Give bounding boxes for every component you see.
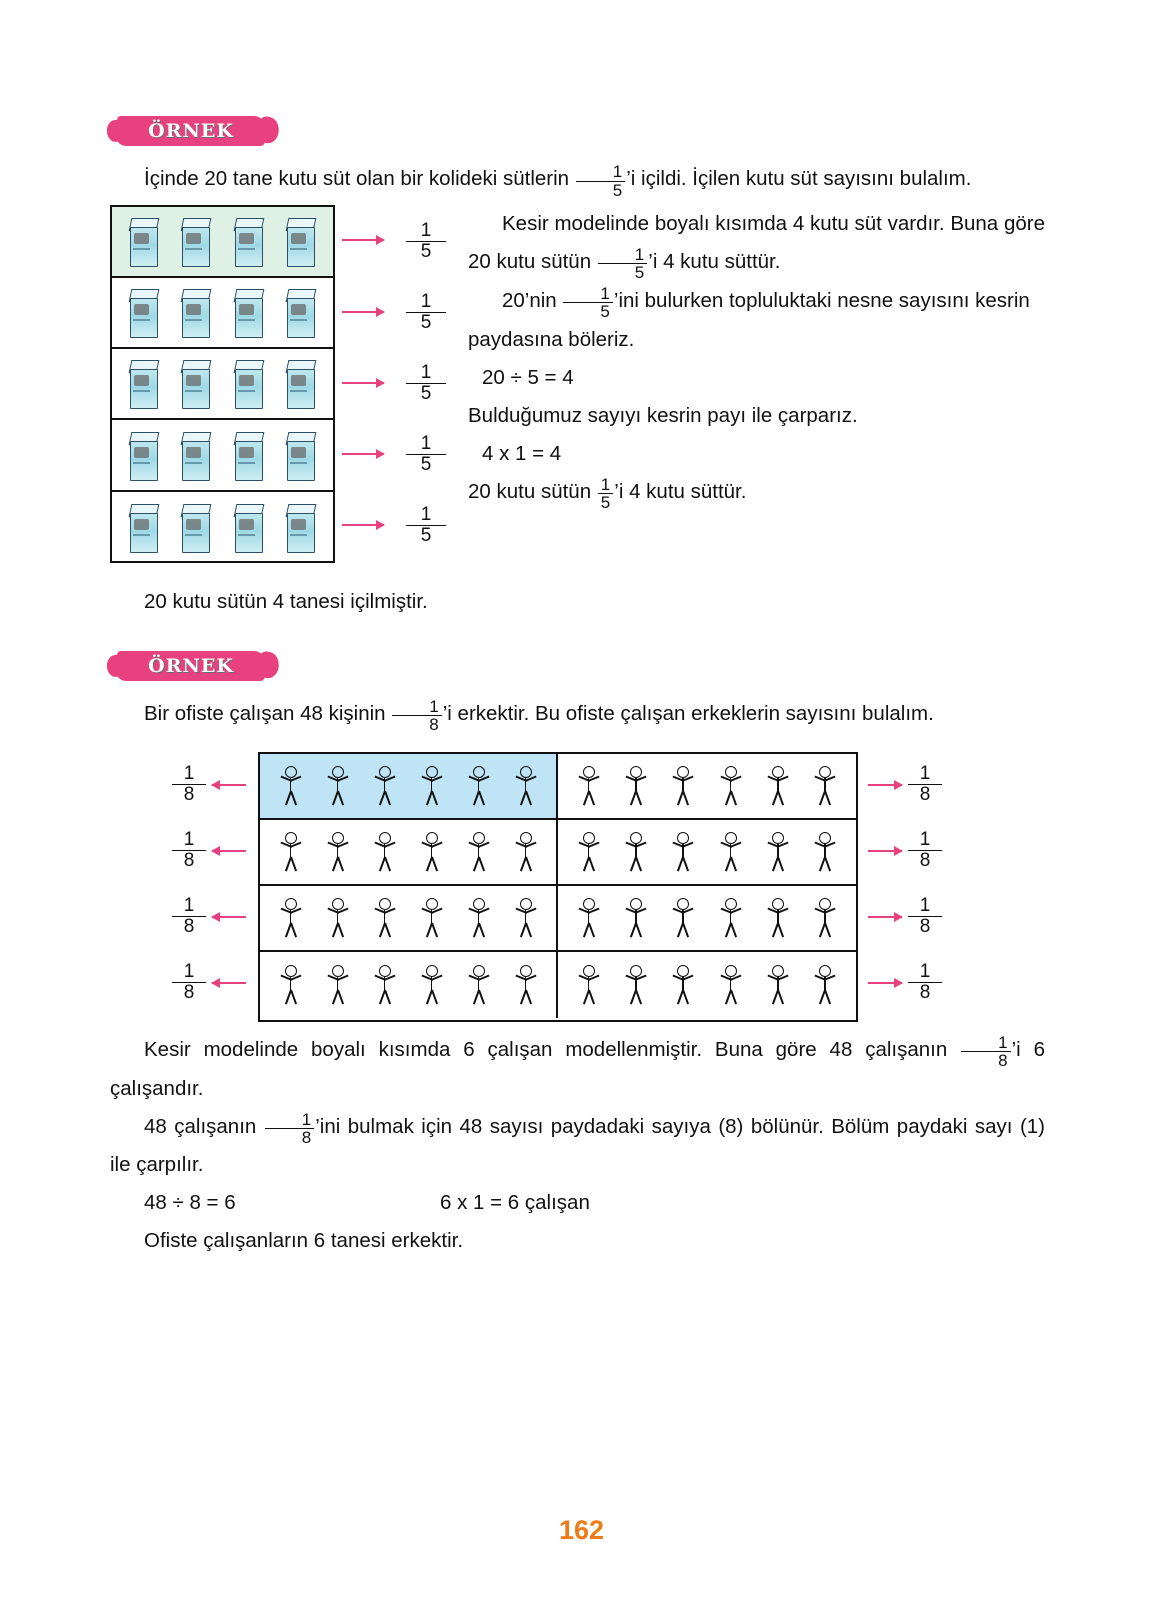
arrow-left-icon [212, 916, 246, 918]
example2-text-2 [110, 1108, 1045, 1185]
milk-carton-icon [127, 218, 161, 265]
person-icon [670, 965, 696, 1005]
people-row [260, 754, 856, 820]
fraction-denominator: 8 [392, 715, 441, 733]
person-icon [372, 898, 398, 938]
people-row [260, 952, 856, 1018]
fraction-numerator: 1 [600, 283, 610, 303]
milk-row [112, 492, 333, 563]
fraction-numerator: 1 [183, 762, 195, 784]
arrow-right-icon [342, 453, 384, 455]
example1-intro-text-a: İçinde 20 tane kutu süt olan bir kolideki sütlerin [144, 167, 570, 190]
fraction-numerator: 1 [919, 828, 931, 850]
person-icon [765, 898, 791, 938]
person-icon [718, 832, 744, 872]
person-icon [718, 965, 744, 1005]
example1-para2-a: 20’nin [502, 288, 557, 312]
milk-row-arrows [342, 205, 400, 563]
person-icon [513, 965, 539, 1005]
example2-text-1 [110, 1031, 1045, 1108]
example2-text1-a: Kesir modelinde boyalı kısımda 6 çalışan modellenmiştir. Buna göre 48 çalışanın [144, 1037, 948, 1061]
fraction-denominator: 5 [598, 493, 613, 511]
example2-text1-b: ’i 6 çalışandır. [110, 1037, 1045, 1100]
fraction-denominator: 5 [406, 241, 446, 262]
example1-intro-text-b: ’i içildi. İçilen kutu süt sayısını bulalım. [626, 167, 972, 190]
example1-para-4 [468, 473, 1045, 512]
example1-para-1 [468, 205, 1045, 282]
person-icon [623, 898, 649, 938]
person-icon [466, 965, 492, 1005]
fraction-numerator: 1 [420, 432, 432, 454]
milk-carton-icon [179, 289, 213, 336]
milk-carton-icon [284, 504, 318, 551]
milk-carton-icon [179, 504, 213, 551]
person-icon [278, 898, 304, 938]
person-icon [372, 766, 398, 806]
person-icon [576, 898, 602, 938]
example1-calc-1: 20 ÷ 5 = 4 [482, 365, 574, 389]
fraction-denominator: 8 [908, 916, 942, 937]
fraction-one-fifth [598, 476, 613, 512]
milk-carton-icon [232, 432, 266, 479]
fraction-numerator: 1 [420, 219, 432, 241]
fraction-numerator: 1 [183, 960, 195, 982]
fraction-one-eighth [265, 1111, 314, 1147]
arrow-row [342, 490, 400, 561]
calc-right: 6 x 1 = 6 çalışan [440, 1191, 590, 1215]
fraction-numerator: 1 [634, 245, 645, 265]
milk-model-grid [110, 205, 335, 563]
person-icon [513, 832, 539, 872]
fraction-numerator: 1 [420, 290, 432, 312]
fraction-denominator: 8 [172, 982, 206, 1003]
fraction-denominator: 8 [172, 850, 206, 871]
fraction-denominator: 5 [406, 525, 446, 546]
person-icon [466, 766, 492, 806]
row-fraction-label [406, 434, 446, 475]
fraction-denominator: 8 [908, 982, 942, 1003]
calc-left: 48 ÷ 8 = 6 [144, 1191, 236, 1215]
ornek-banner-1 [116, 110, 266, 152]
milk-carton-icon [232, 289, 266, 336]
example1-para4-a: 20 kutu sütün [468, 479, 592, 503]
fraction-numerator: 1 [301, 1109, 312, 1129]
fraction-numerator: 1 [420, 503, 432, 525]
milk-row [112, 349, 333, 420]
fraction-one-eighth [392, 698, 441, 734]
fraction-one-fifth [598, 246, 647, 282]
milk-carton-icon [284, 218, 318, 265]
arrow-left-icon [212, 784, 246, 786]
page-number: 162 [558, 1515, 605, 1545]
example2-intro-b: ’i erkektir. Bu ofiste çalışan erkeklerin sayısını bulalım. [442, 701, 934, 725]
left-fraction-label [172, 764, 206, 805]
row-fraction-label [406, 363, 446, 404]
milk-carton-icon [284, 432, 318, 479]
example2-intro-a: Bir ofiste çalışan 48 kişinin [144, 701, 386, 725]
person-icon [576, 766, 602, 806]
row-fraction-label [406, 292, 446, 333]
person-icon [623, 766, 649, 806]
person-icon [513, 766, 539, 806]
person-icon [278, 965, 304, 1005]
person-icon [513, 898, 539, 938]
person-icon [278, 766, 304, 806]
milk-carton-icon [179, 218, 213, 265]
fraction-numerator: 1 [600, 474, 611, 494]
milk-carton-icon [232, 360, 266, 407]
arrow-right-icon [342, 239, 384, 241]
person-icon [670, 898, 696, 938]
person-icon [372, 832, 398, 872]
right-fraction-label [908, 896, 942, 937]
fraction-denominator: 8 [265, 1128, 314, 1146]
milk-carton-icon [127, 360, 161, 407]
row-fraction-label [406, 505, 446, 546]
fraction-numerator: 1 [919, 894, 931, 916]
milk-carton-icon [232, 504, 266, 551]
person-icon [466, 832, 492, 872]
arrow-left-icon [212, 850, 246, 852]
fraction-denominator: 5 [598, 263, 647, 281]
example2-conclusion: Ofiste çalışanların 6 tanesi erkektir. [144, 1229, 464, 1253]
banner-label: ÖRNEK [148, 654, 234, 677]
person-icon [325, 766, 351, 806]
milk-carton-icon [179, 360, 213, 407]
fraction-denominator: 8 [961, 1051, 1010, 1069]
example2-text2-b: ’ini bulmak için 48 sayısı paydadaki sayıya (8) bölünür. Bölüm paydaki sayı (1) ile çarpılır. [110, 1114, 1045, 1177]
people-cell [260, 886, 558, 950]
fraction-numerator: 1 [919, 762, 931, 784]
people-cell [558, 886, 856, 950]
arrow-right-icon [868, 916, 902, 918]
people-row [260, 886, 856, 952]
fraction-denominator: 8 [172, 916, 206, 937]
arrow-right-icon [342, 311, 384, 313]
fraction-denominator: 5 [406, 454, 446, 475]
people-cell [260, 952, 558, 1018]
page-content [110, 110, 1045, 1260]
milk-fraction-figure [110, 205, 1045, 575]
fraction-denominator: 5 [576, 181, 625, 199]
fraction-denominator: 8 [908, 850, 942, 871]
milk-carton-icon [127, 289, 161, 336]
fraction-denominator: 8 [908, 784, 942, 805]
milk-row [112, 207, 333, 278]
fraction-numerator: 1 [998, 1032, 1008, 1052]
example1-para1-b: ’i 4 kutu süttür. [648, 249, 781, 273]
person-icon [812, 832, 838, 872]
right-fraction-label [908, 830, 942, 871]
arrow-right-icon [868, 850, 902, 852]
arrow-row [342, 347, 400, 418]
person-icon [670, 832, 696, 872]
example1-explanation [468, 205, 1045, 512]
left-fraction-label [172, 830, 206, 871]
milk-carton-icon [179, 432, 213, 479]
fraction-one-eighth [961, 1034, 1010, 1070]
arrow-right-icon [868, 784, 902, 786]
person-icon [325, 898, 351, 938]
right-fraction-label [908, 764, 942, 805]
fraction-one-fifth [576, 163, 625, 199]
fraction-numerator: 1 [612, 162, 623, 182]
people-fraction-figure [110, 752, 1045, 1027]
people-cell [558, 952, 856, 1018]
fraction-numerator: 1 [183, 894, 195, 916]
milk-row [112, 420, 333, 491]
milk-carton-icon [127, 504, 161, 551]
example2-intro [110, 695, 1045, 734]
arrow-left-icon [212, 982, 246, 984]
milk-carton-icon [284, 360, 318, 407]
example1-conclusion: 20 kutu sütün 4 tanesi içilmiştir. [144, 589, 428, 613]
fraction-denominator: 5 [406, 312, 446, 333]
person-icon [466, 898, 492, 938]
person-icon [576, 965, 602, 1005]
ornek-banner-2 [116, 645, 266, 687]
arrow-right-icon [342, 382, 384, 384]
fraction-denominator: 8 [172, 784, 206, 805]
people-model-grid [258, 752, 858, 1022]
milk-carton-icon [127, 432, 161, 479]
arrow-row [342, 205, 400, 276]
fraction-numerator: 1 [919, 960, 931, 982]
person-icon [765, 832, 791, 872]
person-icon [325, 832, 351, 872]
row-fraction-label [406, 221, 446, 262]
person-icon [812, 965, 838, 1005]
milk-row [112, 278, 333, 349]
fraction-denominator: 5 [406, 383, 446, 404]
left-fraction-label [172, 962, 206, 1003]
person-icon [670, 766, 696, 806]
arrow-right-icon [868, 982, 902, 984]
example1-para4-b: ’i 4 kutu süttür. [614, 479, 747, 503]
person-icon [278, 832, 304, 872]
example2-text2-a: 48 çalışanın [144, 1114, 257, 1138]
person-icon [812, 898, 838, 938]
people-cell [260, 820, 558, 884]
arrow-row [342, 276, 400, 347]
example1-intro [110, 160, 1045, 199]
person-icon [623, 832, 649, 872]
milk-carton-icon [284, 289, 318, 336]
person-icon [765, 965, 791, 1005]
people-cell [558, 754, 856, 818]
example1-para1-a: Kesir modelinde boyalı kısımda 4 kutu süt vardır. Buna göre 20 kutu sütün [468, 211, 1045, 273]
banner-label: ÖRNEK [148, 120, 234, 142]
person-icon [419, 898, 445, 938]
example1-calc-2: 4 x 1 = 4 [482, 441, 562, 465]
fraction-denominator: 5 [563, 302, 612, 320]
fraction-numerator: 1 [429, 697, 439, 717]
person-icon [419, 965, 445, 1005]
people-cell [558, 820, 856, 884]
left-fraction-label [172, 896, 206, 937]
person-icon [623, 965, 649, 1005]
arrow-right-icon [342, 524, 384, 526]
right-fraction-label [908, 962, 942, 1003]
person-icon [419, 766, 445, 806]
fraction-numerator: 1 [183, 828, 195, 850]
person-icon [325, 965, 351, 1005]
fraction-one-fifth [563, 285, 612, 321]
example2-calculations [110, 1184, 1045, 1222]
example1-para-3: Bulduğumuz sayıyı kesrin payı ile çarparız. [468, 403, 858, 427]
people-cell-shaded [260, 754, 558, 818]
person-icon [718, 898, 744, 938]
person-icon [372, 965, 398, 1005]
person-icon [718, 766, 744, 806]
person-icon [812, 766, 838, 806]
example1-para2-b: ’ini bulurken topluluktaki nesne sayısını kesrin paydasına böleriz. [468, 288, 1030, 351]
arrow-row [342, 418, 400, 489]
person-icon [576, 832, 602, 872]
person-icon [419, 832, 445, 872]
example1-para-2 [468, 282, 1045, 359]
people-row [260, 820, 856, 886]
milk-carton-icon [232, 218, 266, 265]
fraction-numerator: 1 [420, 361, 432, 383]
person-icon [765, 766, 791, 806]
